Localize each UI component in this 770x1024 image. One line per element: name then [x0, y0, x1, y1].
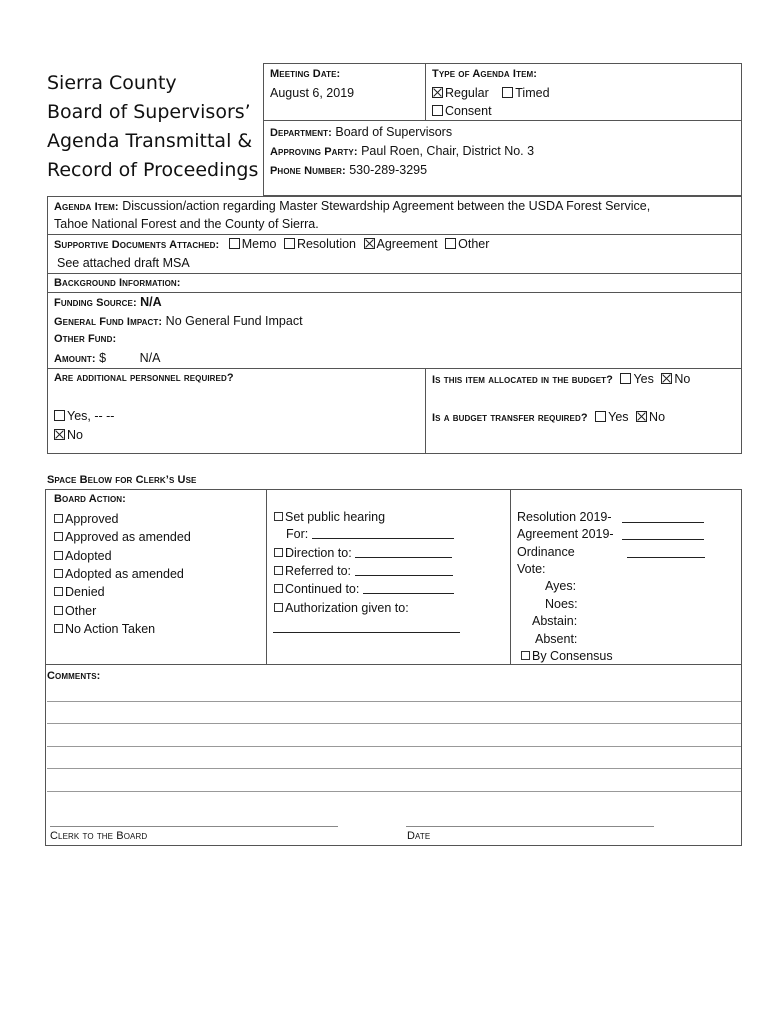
title-line-1: Sierra County — [47, 72, 177, 94]
continued-label: Continued to: — [285, 582, 360, 596]
action-adopted — [54, 549, 112, 563]
agreement-checkbox[interactable] — [364, 238, 375, 249]
personnel-yes-label: Yes, -- -- — [67, 409, 115, 423]
budget-transfer-yes-label: Yes — [608, 410, 629, 424]
clerk-use-label: Space Below for Clerk’s Use — [47, 474, 197, 486]
budget-allocated-no-label: No — [674, 372, 691, 386]
action-adopted-amended — [54, 567, 184, 581]
authorization-field[interactable] — [273, 620, 460, 633]
type-of-agenda-item-label: Type of Agenda Item: — [432, 68, 538, 80]
department-value[interactable]: Board of Supervisors — [335, 125, 453, 139]
approved-amended-label: Approved as amended — [65, 530, 191, 544]
amount-currency: $ — [99, 351, 107, 365]
referred-checkbox[interactable] — [274, 566, 283, 575]
budget-allocated-yes-label: Yes — [633, 372, 654, 386]
background-info-label: Background Information: — [54, 277, 181, 289]
for-row — [286, 527, 454, 541]
budget-transfer-yes-checkbox[interactable] — [595, 411, 606, 422]
budget-transfer-row — [432, 410, 665, 424]
general-fund-label: General Fund Impact: — [54, 316, 163, 328]
amount-value[interactable]: N/A — [139, 351, 161, 365]
denied-checkbox[interactable] — [54, 587, 63, 596]
ordinance-row — [517, 545, 575, 559]
title-line-4: Record of Proceedings — [47, 159, 259, 181]
memo-checkbox[interactable] — [229, 238, 240, 249]
approving-party-label: Approving Party: — [270, 146, 358, 158]
personnel-label: Are additional personnel required? — [54, 372, 234, 384]
funding-source-label: Funding Source: — [54, 297, 137, 309]
approving-party-row — [270, 144, 534, 158]
comments-label: Comments: — [47, 670, 101, 682]
budget-allocated-yes-checkbox[interactable] — [620, 373, 631, 384]
supporting-docs-row — [54, 237, 489, 251]
clerk-signature-line[interactable] — [50, 826, 338, 827]
date-label: Date — [407, 830, 431, 842]
resolution-checkbox[interactable] — [284, 238, 295, 249]
agreement-num-field[interactable] — [622, 529, 704, 540]
personnel-yes-row — [54, 409, 114, 423]
type-options-row-2 — [432, 104, 492, 118]
phone-row — [270, 163, 427, 177]
consent-checkbox[interactable] — [432, 105, 443, 116]
comment-line-5[interactable] — [47, 791, 741, 792]
action-no-action — [54, 622, 155, 636]
comment-line-4[interactable] — [47, 768, 741, 769]
set-hearing-checkbox[interactable] — [274, 512, 283, 521]
vote-label: Vote: — [517, 562, 546, 576]
ordinance-field[interactable] — [627, 547, 705, 558]
supporting-docs-label: Supportive Documents Attached: — [54, 239, 220, 251]
consensus-checkbox[interactable] — [521, 651, 530, 660]
authorization-row — [274, 601, 409, 615]
agreement-num-label: Agreement 2019- — [517, 527, 614, 541]
board-action-label: Board Action: — [54, 493, 126, 505]
budget-allocated-row — [432, 372, 690, 386]
action-approved-amended — [54, 530, 191, 544]
adopted-label: Adopted — [65, 549, 112, 563]
meeting-date-value[interactable]: August 6, 2019 — [270, 86, 355, 100]
resolution-num-field[interactable] — [622, 512, 704, 523]
referred-row — [274, 564, 453, 578]
timed-label: Timed — [515, 86, 550, 100]
adopted-amended-checkbox[interactable] — [54, 569, 63, 578]
set-hearing-label: Set public hearing — [285, 510, 386, 524]
no-action-checkbox[interactable] — [54, 624, 63, 633]
approving-party-value[interactable]: Paul Roen, Chair, District No. 3 — [361, 144, 535, 158]
budget-transfer-label: Is a budget transfer required? — [432, 412, 588, 424]
ayes-label: Ayes: — [545, 579, 577, 593]
no-action-label: No Action Taken — [65, 622, 156, 636]
approved-checkbox[interactable] — [54, 514, 63, 523]
budget-transfer-no-checkbox[interactable] — [636, 411, 647, 422]
action-other — [54, 604, 96, 618]
amount-label: Amount: — [54, 353, 96, 365]
set-hearing-row — [274, 510, 385, 524]
personnel-yes-checkbox[interactable] — [54, 410, 65, 421]
for-label: For: — [286, 527, 309, 541]
continued-checkbox[interactable] — [274, 584, 283, 593]
noes-label: Noes: — [545, 597, 578, 611]
other-label: Other — [458, 237, 490, 251]
action-denied — [54, 585, 105, 599]
authorization-checkbox[interactable] — [274, 603, 283, 612]
continued-row — [274, 582, 454, 596]
amount-row — [54, 351, 160, 365]
agreement-label: Agreement — [376, 237, 438, 251]
continued-field[interactable] — [363, 583, 454, 594]
for-field[interactable] — [312, 528, 454, 539]
funding-source-value[interactable]: N/A — [140, 295, 162, 309]
adopted-amended-label: Adopted as amended — [65, 567, 184, 581]
ordinance-label: Ordinance — [517, 545, 575, 559]
date-line[interactable] — [406, 826, 654, 827]
phone-label: Phone Number: — [270, 165, 346, 177]
consensus-row — [521, 649, 613, 663]
comment-line-3[interactable] — [47, 746, 741, 747]
department-row — [270, 125, 452, 139]
direction-checkbox[interactable] — [274, 548, 283, 557]
abstain-label: Abstain: — [532, 614, 578, 628]
regular-checkbox[interactable] — [432, 87, 443, 98]
agenda-item-line-1 — [54, 199, 650, 213]
agenda-item-label: Agenda Item: — [54, 201, 119, 213]
action-approved — [54, 512, 119, 526]
phone-value[interactable]: 530-289-3295 — [349, 163, 428, 177]
regular-label: Regular — [445, 86, 489, 100]
resolution-label: Resolution — [296, 237, 357, 251]
department-label: Department: — [270, 127, 332, 139]
direction-label: Direction to: — [285, 546, 352, 560]
budget-allocated-no-checkbox[interactable] — [661, 373, 672, 384]
approved-label: Approved — [65, 512, 119, 526]
approved-amended-checkbox[interactable] — [54, 532, 63, 541]
other-fund-label: Other Fund: — [54, 333, 117, 345]
absent-label: Absent: — [535, 632, 578, 646]
agenda-item-text-2[interactable]: Tahoe National Forest and the County of Sierra. — [54, 217, 319, 231]
type-options-row-1 — [432, 86, 550, 100]
denied-label: Denied — [65, 585, 105, 599]
referred-label: Referred to: — [285, 564, 352, 578]
timed-checkbox[interactable] — [502, 87, 513, 98]
other-action-checkbox[interactable] — [54, 606, 63, 615]
agenda-item-text-1[interactable]: Discussion/action regarding Master Stewardship Agreement between the USDA Forest Service, — [122, 199, 651, 213]
consensus-label: By Consensus — [532, 649, 613, 663]
adopted-checkbox[interactable] — [54, 551, 63, 560]
personnel-no-label: No — [67, 428, 83, 442]
personnel-no-row — [54, 428, 83, 442]
budget-transfer-no-label: No — [649, 410, 666, 424]
supporting-docs-note[interactable]: See attached draft MSA — [57, 256, 190, 270]
referred-field[interactable] — [355, 565, 453, 576]
authorization-label: Authorization given to: — [285, 601, 409, 615]
meeting-date-label: Meeting Date: — [270, 68, 341, 80]
personnel-no-checkbox[interactable] — [54, 429, 65, 440]
consent-label: Consent — [445, 104, 492, 118]
clerk-signature-label: Clerk to the Board — [50, 830, 148, 842]
resolution-num-label: Resolution 2019- — [517, 510, 612, 524]
other-action-label: Other — [65, 604, 97, 618]
title-line-3: Agenda Transmittal & — [47, 130, 253, 152]
other-checkbox[interactable] — [445, 238, 456, 249]
direction-field[interactable] — [355, 547, 452, 558]
comment-line-2[interactable] — [47, 723, 741, 724]
title-line-2: Board of Supervisors’ — [47, 101, 251, 123]
general-fund-value[interactable]: No General Fund Impact — [165, 314, 303, 328]
funding-source-row — [54, 295, 162, 309]
resolution-num-row — [517, 510, 612, 524]
general-fund-row — [54, 314, 303, 328]
comment-line-1[interactable] — [47, 701, 741, 702]
budget-allocated-label: Is this item allocated in the budget? — [432, 374, 613, 386]
agreement-num-row — [517, 527, 614, 541]
memo-label: Memo — [241, 237, 277, 251]
direction-row — [274, 546, 452, 560]
